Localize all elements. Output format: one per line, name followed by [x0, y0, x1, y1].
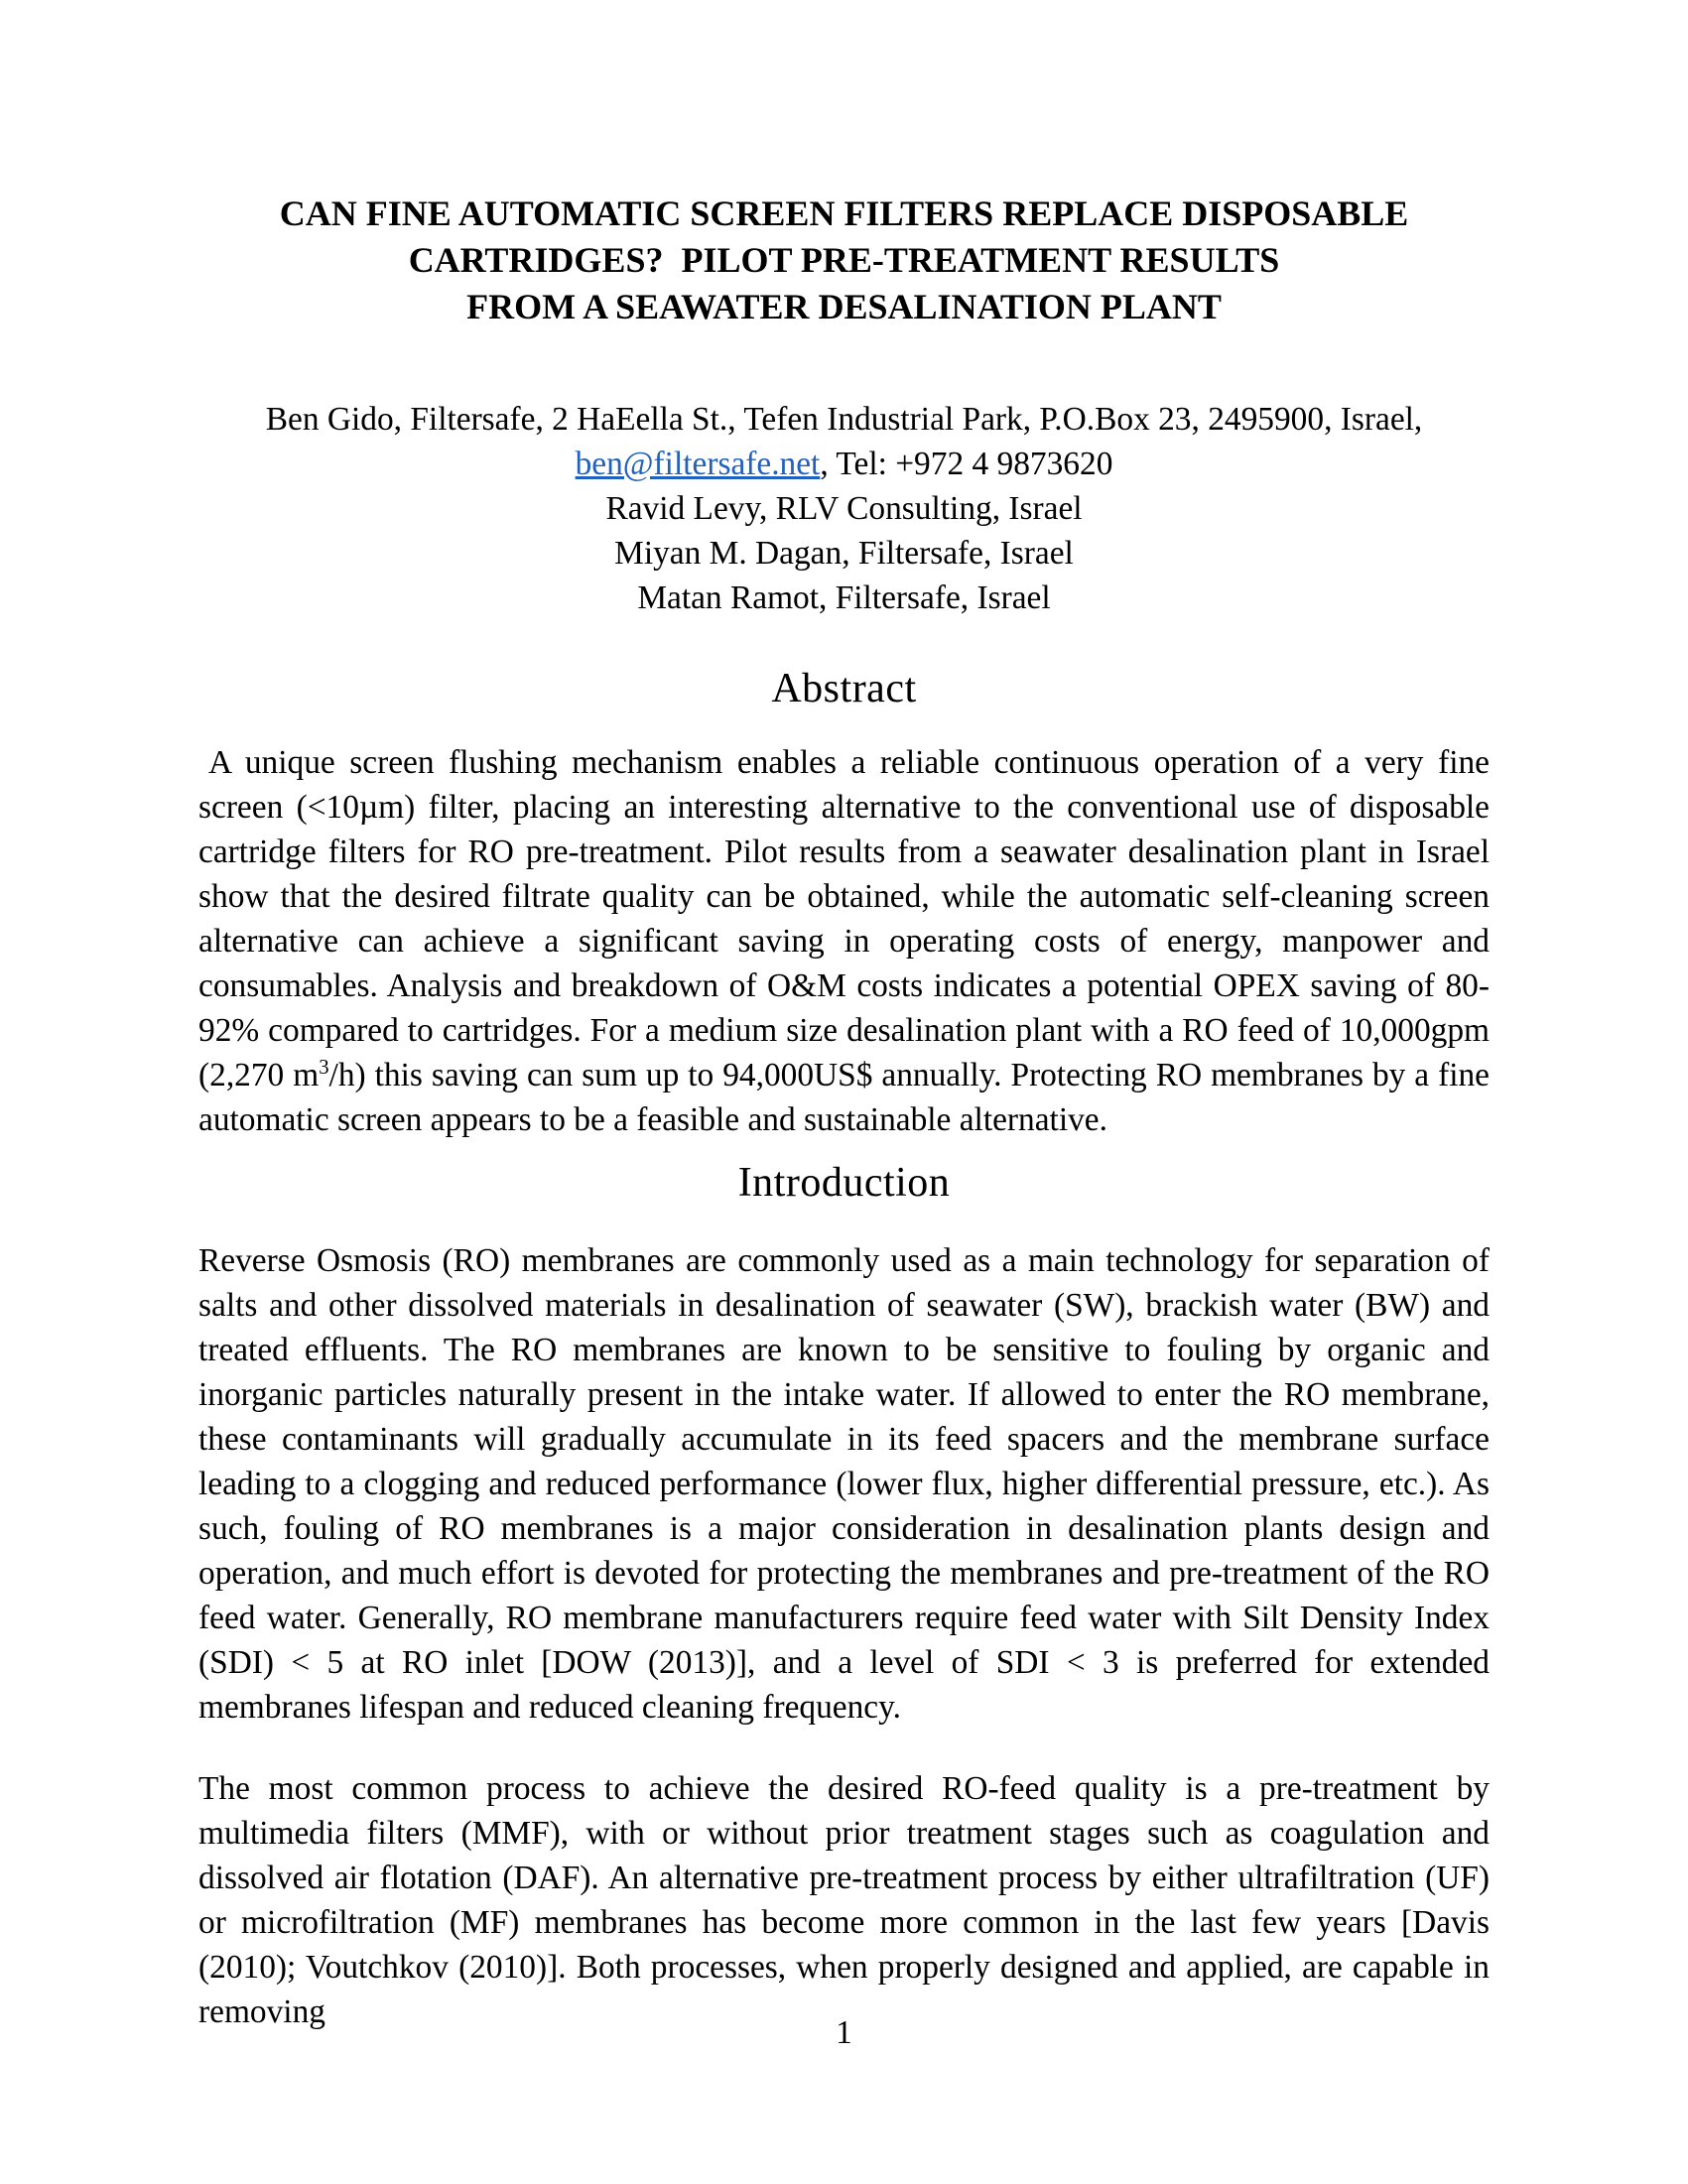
title-line-3: FROM A SEAWATER DESALINATION PLANT	[466, 287, 1222, 326]
author-contact-line	[198, 442, 1490, 486]
abstract-heading: Abstract	[771, 666, 917, 711]
author-line-matan: Matan Ramot, Filtersafe, Israel	[637, 579, 1051, 616]
contact-phone-text: , Tel: +972 4 9873620	[820, 446, 1113, 482]
introduction-heading: Introduction	[737, 1160, 951, 1206]
abstract-paragraph	[198, 740, 1490, 1142]
author-line-miyan: Miyan M. Dagan, Filtersafe, Israel	[614, 535, 1074, 572]
intro-paragraph-2: The most common process to achieve the desired RO-feed quality is a pre-treatment by multimedia filters (MMF), with or without prior treatment stages such as coagulation and dissolved air flotation (DAF). An alternative pre-treatment process by either ultrafiltration (UF) or microfiltration (MF) membranes has become more common in the last few years [Davis (2010); Voutchkov (2010)]. Both processes, when properly designed and applied, are capable in removing	[198, 1770, 1490, 2030]
title-line-1: CAN FINE AUTOMATIC SCREEN FILTERS REPLACE DISPOSABLE	[279, 193, 1409, 233]
author-line-ravid: Ravid Levy, RLV Consulting, Israel	[605, 490, 1083, 527]
cubic-meter-superscript: 3	[319, 1056, 329, 1079]
title-line-2: CARTRIDGES? PILOT PRE-TREATMENT RESULTS	[408, 240, 1280, 280]
intro-paragraph-1: Reverse Osmosis (RO) membranes are commonly used as a main technology for separation of salts and other dissolved materials in desalination of seawater (SW), brackish water (BW) and treated effluents. The RO membranes are known to be sensitive to fouling by organic and inorganic particles naturally present in the intake water. If allowed to enter the RO membrane, these contaminants will gradually accumulate in its feed spacers and the membrane surface leading to a clogging and reduced performance (lower flux, higher differential pressure, etc.). As such, fouling of RO membranes is a major consideration in desalination plants design and operation, and much effort is devoted for protecting the membranes and pre-treatment of the RO feed water. Generally, RO membrane manufacturers require feed water with Silt Density Index (SDI) < 5 at RO inlet [DOW (2013)], and a level of SDI < 3 is preferred for extended membranes lifespan and reduced cleaning frequency.	[198, 1242, 1490, 1726]
abstract-text-post: /h) this saving can sum up to 94,000US$ annually. Protecting RO membranes by a fine automatic screen appears to be a feasible and sustainable alternative.	[198, 1057, 1491, 1138]
author-line-affiliation: Ben Gido, Filtersafe, 2 HaEella St., Tefen Industrial Park, P.O.Box 23, 2495900, Israel,	[265, 401, 1423, 438]
author-block	[198, 397, 1490, 620]
abstract-text-pre: A unique screen flushing mechanism enables a reliable continuous operation of a very fine screen (<10µm) filter, placing an interesting alternative to the conventional use of disposable cartridge filters for RO pre-treatment. Pilot results from a seawater desalination plant in Israel show that the desired filtrate quality can be obtained, while the automatic self-cleaning screen alternative can achieve a significant saving in operating costs of energy, manpower and consumables. Analysis and breakdown of O&M costs indicates a potential OPEX saving of 80-92% compared to cartridges. For a medium size desalination plant with a RO feed of 10,000gpm (2,270 m	[198, 744, 1490, 1093]
paper-title	[198, 191, 1490, 330]
email-link[interactable]: ben@filtersafe.net	[575, 446, 821, 482]
page-number: 1	[836, 2014, 852, 2051]
